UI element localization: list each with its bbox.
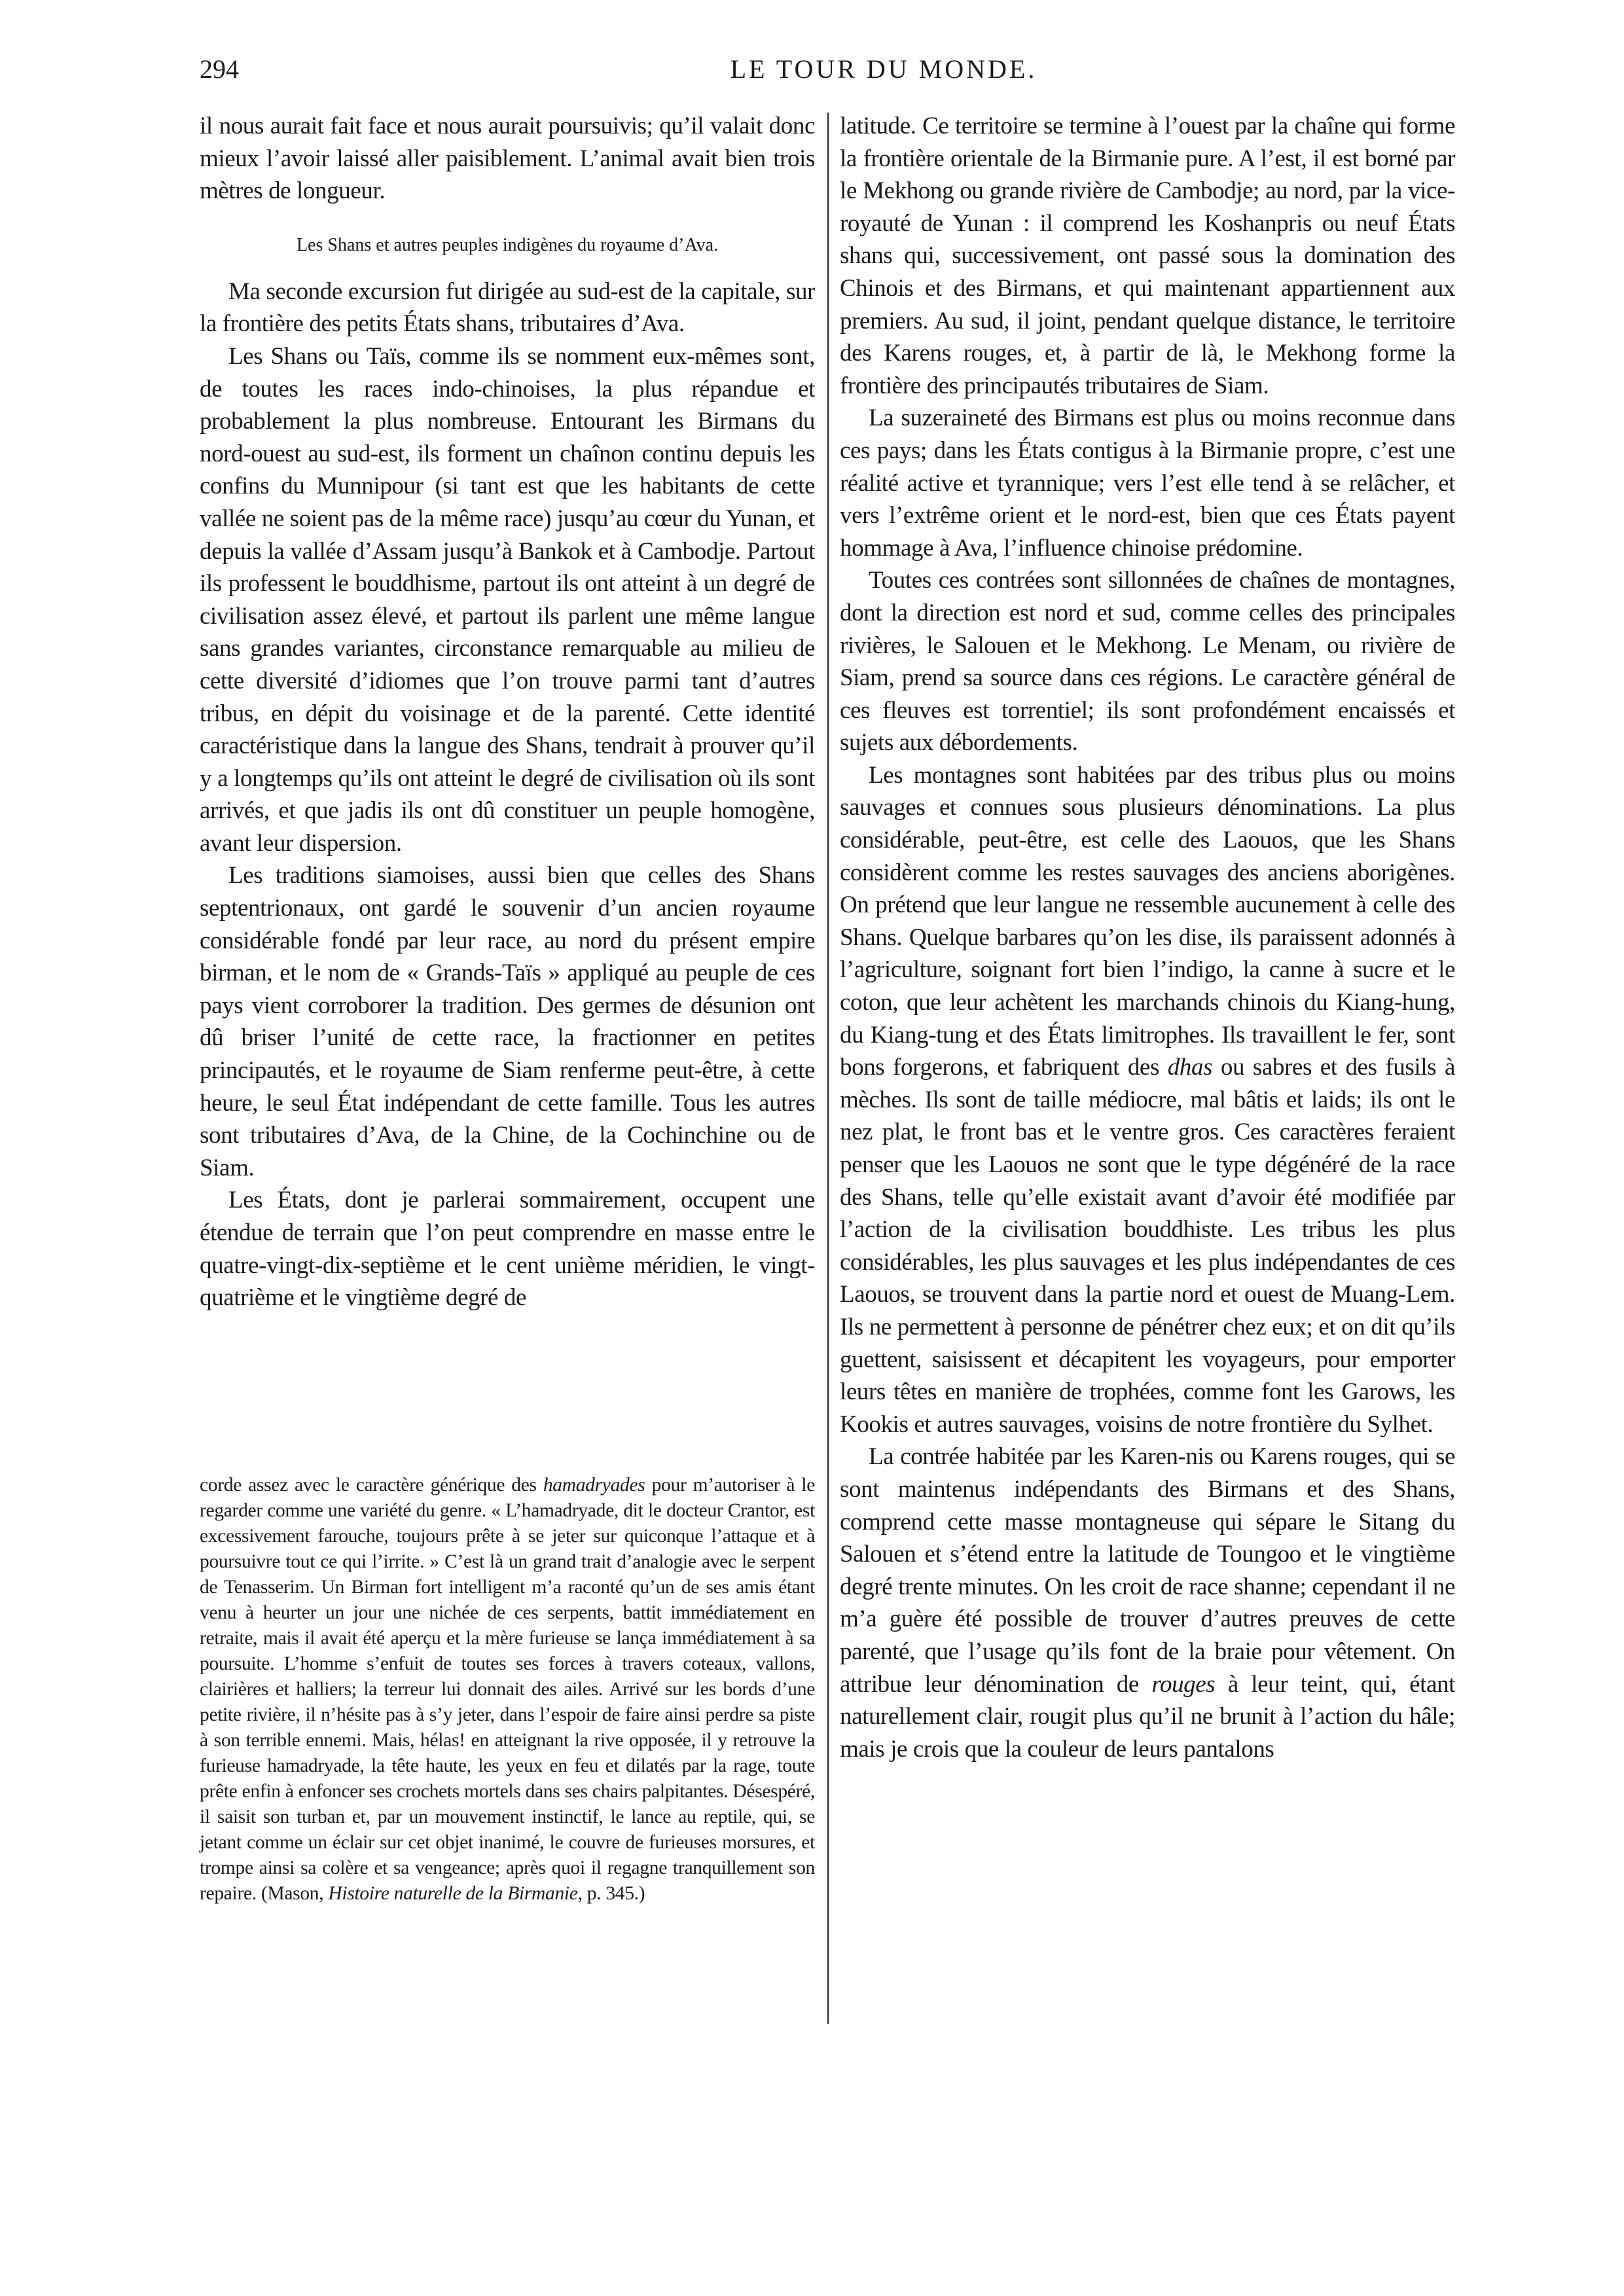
text-run: ou sabres et des fusils à mèches. Ils sont de taille médiocre, mal bâtis et laids; ils ont le nez plat, le front bas et le ventre gros. Ces caractères feraient penser que les Laouos ne sont que le type dégénéré de la race des Shans, telle qu’elle existait avant d’avoir été modifiée par l’action de la civilisation bouddhiste. Les tribus les plus considérables, les plus sauvages et les plus indépendantes de ces Laouos, se trouvent dans la partie nord et ouest de Muang-Lem. Ils ne permettent à personne de pénétrer chez eux; et on dit qu’ils guettent, saisissent et décapitent les voyageurs, pour emporter leurs têtes en manière de trophées, comme font les Garows, les Kookis et autres sauvages, voisins de notre frontière du Sylhet. xyxy=(840,1054,1455,1438)
footnote-text xyxy=(200,1473,815,1907)
text-run: Les traditions siamoises, aussi bien que celles des Shans septentrionaux, ont gardé le souvenir d’un ancien royaume considérable fondé par leur race, au nord du présent empire birman, et le nom de « Grands-Taïs » appliqué au peuple de ces pays vient corroborer la tradition. Des germes de désunion ont dû briser l’unité de cette race, la fractionner en petites principautés, et le royaume de Siam renferme peut-être, à cette heure, le seul État indépendant de cette famille. Tous les autres sont tributaires d’Ava, de la Chine, de la Cochinchine ou de Siam. xyxy=(200,862,815,1181)
paragraph xyxy=(840,759,1455,1441)
left-paragraphs-before xyxy=(200,110,815,207)
text-run: il nous aurait fait face et nous aurait poursuivis; qu’il valait donc mieux l’avoir laissé aller paisiblement. L’animal avait bien trois mètres de longueur. xyxy=(200,113,815,205)
page-number: 294 xyxy=(200,54,239,84)
text-run: La contrée habitée par les Karen-nis ou Karens rouges, qui se sont maintenus indépendants des Birmans et des Shans, comprend cette masse montagneuse qui sépare le Sitang du Salouen et s’étend entre la latitude de Toungoo et le vingtième degré trente minutes. On les croit de race shanne; cependant il ne m’a guère été possible de trouver d’autres preuves de cette parenté, que l’usage qu’ils font de la braie pour vêtement. On attribue leur dénomination de xyxy=(840,1443,1455,1698)
paragraph xyxy=(200,1184,815,1314)
paragraph xyxy=(840,110,1455,402)
column-divider xyxy=(827,113,829,2024)
left-paragraphs-after xyxy=(200,276,815,1314)
left-column xyxy=(200,110,815,1314)
paragraph xyxy=(840,1441,1455,1765)
text-run: Ma seconde excursion fut dirigée au sud-est de la capitale, sur la frontière des petits États shans, tributaires d’Ava. xyxy=(200,278,815,338)
paragraph xyxy=(200,859,815,1184)
italic-text: rouges xyxy=(1151,1670,1216,1698)
paragraph xyxy=(200,276,815,340)
text-run: La suzeraineté des Birmans est plus ou moins reconnue dans ces pays; dans les États contigus à la Birmanie propre, c’est une réalité active et tyrannique; vers l’est elle tend à se relâcher, et vers l’extrême orient et le nord-est, bien que ces États payent hommage à Ava, l’influence chinoise prédomine. xyxy=(840,404,1455,562)
paragraph xyxy=(840,402,1455,564)
section-title: Les Shans et autres peuples indigènes du royaume d’Ava. xyxy=(296,234,719,255)
right-paragraphs xyxy=(840,110,1455,1765)
footnote xyxy=(200,1473,815,1907)
text-run: Les Shans ou Taïs, comme ils se nomment eux-mêmes sont, de toutes les races indo-chinoises, la plus répandue et probablement la plus nombreuse. Entourant les Birmans du nord-ouest au sud-est, ils forment un chaînon continu depuis les confins du Munnipour (si tant est que les habitants de cette vallée ne soient pas de la même race) jusqu’au cœur du Yunan, et depuis la vallée d’Assam jusqu’à Bankok et à Cambodje. Partout ils professent le bouddhisme, partout ils ont atteint à un degré de civilisation assez élevé, et partout ils parlent une même langue sans grandes variantes, circonstance remarquable au milieu de cette diversité d’idiomes que l’on trouve parmi tant d’autres tribus, en dépit du voisinage et de la parenté. Cette identité caractéristique dans la langue des Shans, tendrait à prouver qu’il y a longtemps qu’ils ont atteint le degré de civilisation où ils sont arrivés, et que jadis ils ont dû constituer un peuple homogène, avant leur dispersion. xyxy=(200,342,815,857)
text-run: Les États, dont je parlerai sommairement, occupent une étendue de terrain que l’on peut comprendre en masse entre le quatre-vingt-dix-septième et le cent unième méridien, le vingt-quatrième et le vingtième degré de xyxy=(200,1187,815,1312)
italic-text: Histoire naturelle de la Birmanie xyxy=(328,1883,578,1904)
text-run: Les montagnes sont habitées par des tribus plus ou moins sauvages et connues sous plusieurs dénominations. La plus considérable, peut-être, est celle des Laouos, que les Shans considèrent comme les restes sauvages des anciens aborigènes. On prétend que leur langue ne ressemble aucunement à celle des Shans. Quelque barbares qu’on les dise, ils paraissent adonnés à l’agriculture, soignant fort bien l’indigo, la canne à sucre et le coton, que leur achètent les marchands chinois du Kiang-hung, du Kiang-tung et des États limitrophes. Ils travaillent le fer, sont bons forgerons, et fabriquent des xyxy=(840,761,1455,1081)
italic-text: hamadryades xyxy=(543,1475,645,1496)
running-title: LE TOUR DU MONDE. xyxy=(730,54,1038,84)
text-run: pour m’autoriser à le regarder comme une variété du genre. « L’hamadryade, dit le docteur Crantor, est excessivement farouche, toujours prête à se jeter sur quiconque l’attaque et à poursuivre tout ce qui l’irrite. » C’est là un grand trait d’analogie avec le serpent de Tenasserim. Un Birman fort intelligent m’a raconté qu’un de ses amis étant venu à heurter un jour une nichée de ces serpents, battit immédiatement en retraite, mais il avait été aperçu et la mère furieuse se lança immédiatement à sa poursuite. L’homme s’enfuit de toutes ses forces à travers coteaux, vallons, clairières et halliers; la terreur lui donnait des ailes. Arrivé sur les bords d’une petite rivière, il n’hésite pas à s’y jeter, dans l’espoir de faire ainsi perdre sa piste à son terrible ennemi. Mais, hélas! en atteignant la rive opposée, il y retrouve la furieuse hamadryade, la tête haute, les yeux en feu et dilatés par la rage, toute prête enfin à enfoncer ses crochets mortels dans ses chairs palpitantes. Désespéré, il saisit son turban et, par un mouvement instinctif, le lance au reptile, qui, se jetant comme un éclair sur cet objet inanimé, le couvre de furieuses morsures, et trompe ainsi sa colère et sa vengeance; après quoi il regagne tranquillement son repaire. (Mason, xyxy=(200,1475,815,1904)
paragraph xyxy=(200,110,815,207)
text-run: , p. 345.) xyxy=(577,1883,645,1904)
right-column xyxy=(840,110,1455,1765)
text-run: à leur teint, qui, étant naturellement clair, rougit plus qu’il ne brunit à l’action du hâle; mais je crois que la couleur de leurs pantalons xyxy=(840,1670,1455,1763)
italic-text: dhas xyxy=(1167,1054,1213,1081)
text-run: latitude. Ce territoire se termine à l’ouest par la chaîne qui forme la frontière orientale de la Birmanie pure. A l’est, il est borné par le Mekhong ou grande rivière de Cambodje; au nord, par la vice-royauté de Yunan : il comprend les Koshanpris ou neuf États shans qui, successivement, ont passé sous la domination des Chinois et des Birmans, et qui maintenant appartiennent aux premiers. Au sud, il joint, pendant quelque distance, le territoire des Karens rouges, et, à partir de là, le Mekhong forme la frontière des principautés tributaires de Siam. xyxy=(840,113,1455,399)
text-run: corde assez avec le caractère générique des xyxy=(200,1475,543,1496)
paragraph xyxy=(200,340,815,860)
text-run: Toutes ces contrées sont sillonnées de chaînes de montagnes, dont la direction est nord et sud, comme celles des principales rivières, le Salouen et le Mekhong. Le Menam, ou rivière de Siam, prend sa source dans ces régions. Le caractère général de ces fleuves est torrentiel; ils sont profondément encaissés et sujets aux débordements. xyxy=(840,567,1455,757)
paragraph xyxy=(840,564,1455,759)
